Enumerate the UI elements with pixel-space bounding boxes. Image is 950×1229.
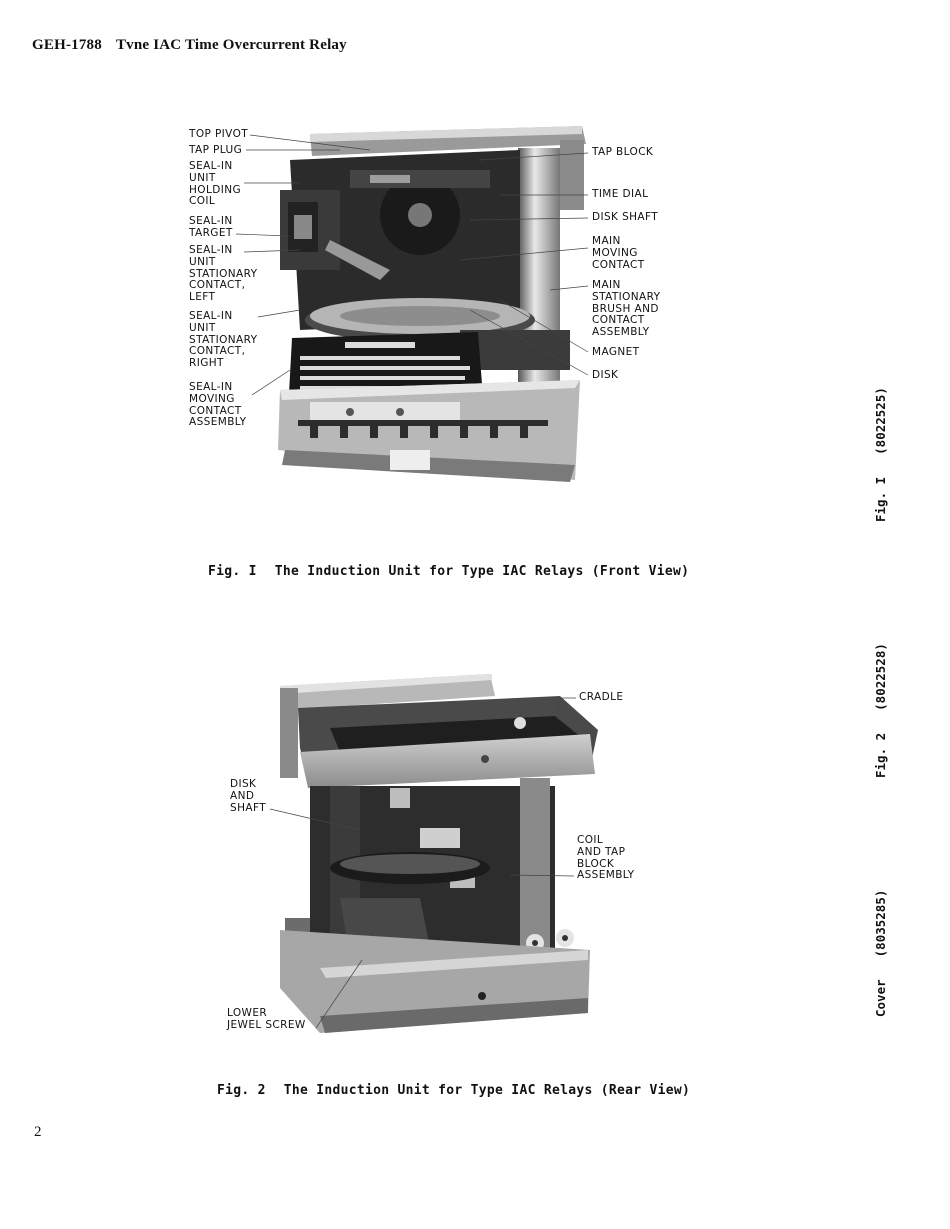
label-magnet: MAGNET	[592, 346, 640, 358]
label-cradle: CRADLE	[579, 691, 624, 703]
label-seal-in-stationary-left: SEAL-IN UNIT STATIONARY CONTACT, LEFT	[189, 244, 258, 304]
side-note-cover	[873, 890, 888, 1017]
document-title: Tvne IAC Time Overcurrent Relay	[115, 37, 347, 53]
figure2-leader-lines	[0, 600, 950, 1080]
figure1-caption-text: The Induction Unit for Type IAC Relays (Front View)	[274, 564, 690, 579]
side-note-cover-code: (8035285)	[873, 889, 888, 958]
label-coil-and-tap-block: COIL AND TAP BLOCK ASSEMBLY	[577, 834, 635, 882]
figure1-caption-number: Fig. I	[208, 564, 257, 579]
document-id: GEH-1788	[32, 37, 102, 53]
figure2-caption-text: The Induction Unit for Type IAC Relays (Rear View)	[283, 1083, 691, 1098]
label-lower-jewel-screw: LOWER JEWEL SCREW	[227, 1007, 306, 1031]
page-number: 2	[34, 1124, 42, 1140]
side-note-fig2	[873, 643, 888, 778]
label-disk: DISK	[592, 369, 619, 381]
label-main-stationary-brush: MAIN STATIONARY BRUSH AND CONTACT ASSEMBLY	[592, 279, 661, 339]
side-note-fig1	[873, 387, 888, 522]
label-disk-shaft: DISK SHAFT	[592, 211, 659, 223]
label-tap-plug: TAP PLUG	[189, 144, 243, 156]
label-seal-in-target: SEAL-IN TARGET	[189, 215, 233, 239]
label-main-moving-contact: MAIN MOVING CONTACT	[592, 235, 645, 271]
label-time-dial: TIME DIAL	[592, 188, 649, 200]
figure2-caption	[217, 1083, 690, 1098]
figure2-caption-number: Fig. 2	[217, 1083, 266, 1098]
label-top-pivot: TOP PIVOT	[189, 128, 249, 140]
side-note-cover-ref: Cover	[873, 979, 888, 1017]
label-tap-block: TAP BLOCK	[592, 146, 654, 158]
side-note-fig1-code: (8022525)	[873, 387, 888, 455]
figure1-caption	[208, 564, 689, 579]
side-note-fig2-code: (8022528)	[873, 643, 888, 711]
side-note-fig1-ref: Fig. I	[873, 476, 888, 522]
label-seal-in-unit-holding-coil: SEAL-IN UNIT HOLDING COIL	[189, 160, 241, 208]
figure1-leader-lines	[0, 0, 950, 600]
label-seal-in-moving-contact: SEAL-IN MOVING CONTACT ASSEMBLY	[189, 381, 247, 429]
label-disk-and-shaft: DISK AND SHAFT	[230, 778, 267, 814]
label-seal-in-stationary-right: SEAL-IN UNIT STATIONARY CONTACT, RIGHT	[189, 310, 258, 370]
side-note-fig2-ref: Fig. 2	[873, 732, 888, 778]
